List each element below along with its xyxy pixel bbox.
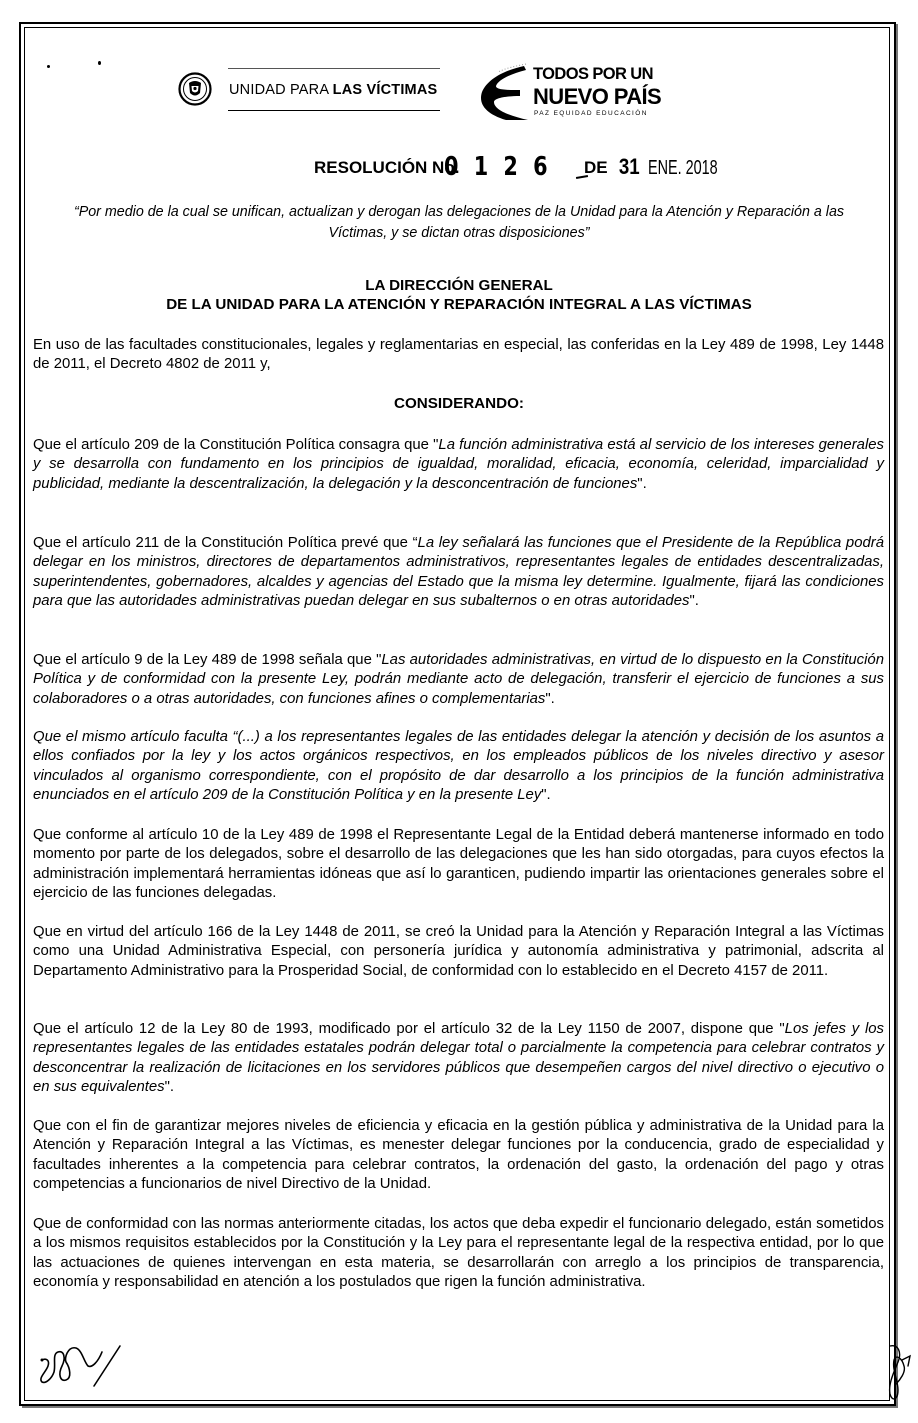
considerando-paragraph: Que el mismo artículo faculta “(...) a los representantes legales de las entidades delegar la atención y decisión de los asuntos a ellos confiados por la ley y los actos orgánicos respectivos, en los empleados públicos de los niveles directivo y asesor vinculados al organismo correspondiente, con el propósito de dar desarrollo a los principios de la función administrativa enunciados en el artículo 209 de la Constitución Política y en la presente Ley". <box>33 729 884 804</box>
handwritten-signature-icon <box>882 1340 916 1410</box>
logo-unidad-victimas <box>178 64 440 114</box>
considerando-paragraph: Que el artículo 12 de la Ley 80 de 1993, modificado por el artículo 32 de la Ley 1150 de 2007, dispone que "Los jefes y los representantes legales de las entidades estatales podrán delegar total o parcialmente la competencia para celebrar contratos y desconcentrar la realización de licitaciones en los servidores públicos que desempeñen cargos del nivel directivo o ejecutivo o en sus equivalentes". <box>33 1021 884 1096</box>
logo-rule-top <box>228 68 440 69</box>
scan-speck <box>47 65 50 68</box>
scan-speck <box>98 61 101 65</box>
authority-heading-line1: LA DIRECCIÓN GENERAL <box>365 277 553 294</box>
nuevo-pais-brushstroke-icon <box>476 62 532 122</box>
logo-unidad-text: UNIDAD PARA LAS VÍCTIMAS <box>229 82 438 98</box>
considerando-paragraph: Que en virtud del artículo 166 de la Ley 1448 de 2011, se creó la Unidad para la Atención y Reparación Integral a las Víctimas como una Unidad Administrativa Especial, con personería jurídica y autonomía administrativa y patrimonial, adscrita al Departamento Administrativo para la Prosperidad Social, de conformidad con lo establecido en el Decreto 4157 de 2011. <box>33 924 884 979</box>
logo-rule-bottom <box>228 110 440 111</box>
handwritten-initials-icon <box>28 1338 148 1398</box>
resolution-month-year: ENE. 2018 <box>647 157 718 179</box>
considerando-paragraph: Que el artículo 209 de la Constitución Política consagra que "La función administrativa está al servicio de los intereses generales y se desarrolla con fundamento en los principios de igualdad, moralidad, eficacia, economía, celeridad, imparcialidad y publicidad, mediante la descentralización, la delegación y la desconcentración de funciones". <box>33 437 884 492</box>
considerando-paragraph: Que de conformidad con las normas anteriormente citadas, los actos que deba expedir el funcionario delegado, están sometidos a los mismos requisitos establecidos por la Constitución y la Ley para el representante legal de la respectiva entidad, por lo que las actuaciones de quienes intervengan en esta materia, se desarrollarán con arreglo a los principios de transparencia, economía y responsabilidad en atención a los postulados que rigen la función administrativa. <box>33 1216 884 1291</box>
resolution-date <box>617 154 745 180</box>
considerando-paragraph: Que el artículo 9 de la Ley 489 de 1998 señala que "Las autoridades administrativas, en virtud de lo dispuesto en la Constitución Política y de conformidad con la presente Ley, podrán mediante acto de delegación, transferir el ejercicio de funciones a sus colaboradores o a otras autoridades, con funciones afines o complementarias". <box>33 652 884 707</box>
considerando-paragraph: Que conforme al artículo 10 de la Ley 489 de 1998 el Representante Legal de la Entidad deberá mantenerse informado en todo momento por parte de los delegados, sobre el desarrollo de las delegaciones que les han sido otorgadas, para cuyos efectos la administración implementará herramientas idóneas que así lo garanticen, pudiendo impartir las orientaciones generales sobre el ejercicio de las funciones delegadas. <box>33 827 884 902</box>
considerando-paragraph: Que con el fin de garantizar mejores niveles de eficiencia y eficacia en la gestión pública y administrativa de la Unidad para la Atención y Reparación Integral a las Víctimas, es menester delegar funciones por la conducencia, grado de especialidad y facultades inherentes a la competencia para celebrar contratos, la ordenación del gasto, la ordenación del pago y otras competencias a funcionarios de nivel Directivo de la Unidad. <box>33 1118 884 1193</box>
frame-shadow-bottom <box>22 1406 898 1408</box>
considerando-heading: CONSIDERANDO: <box>394 395 524 412</box>
resolution-day: 31 <box>618 154 640 179</box>
authority-heading-line2: DE LA UNIDAD PARA LA ATENCIÓN Y REPARACIÓN INTEGRAL A LAS VÍCTIMAS <box>166 296 752 313</box>
preamble-paragraph: En uso de las facultades constitucionales, legales y reglamentarias en especial, las conferidas en la Ley 489 de 1998, Ley 1448 de 2011, el Decreto 4802 de 2011 y, <box>33 337 884 373</box>
frame-shadow-right <box>896 24 898 1408</box>
resolution-de: DE <box>584 158 608 177</box>
resolution-number: 0 1 2 6 <box>444 152 552 182</box>
colombia-coat-of-arms-icon <box>178 72 212 106</box>
resolution-label: RESOLUCIÓN No. <box>314 158 460 177</box>
considerando-paragraph: Que el artículo 211 de la Constitución Política prevé que “La ley señalará las funciones que el Presidente de la República podrá delegar en los ministros, directores de departamentos administrativos, representantes legales de entidades descentralizadas, superintendentes, gobernadores, alcaldes y agencias del Estado que la misma ley determine. Igualmente, fijará las condiciones para que las autoridades administrativas puedan delegar en sus subalternos o en otras autoridades". <box>33 535 885 610</box>
resolution-subject: “Por medio de la cual se unifican, actualizan y derogan las delegaciones de la Unidad para la Atención y Reparación a las Víctimas, y se dictan otras disposiciones” <box>73 203 845 241</box>
logo-todos-por-un-nuevo-pais: TODOS POR UN NUEVO PAÍS PAZ EQUIDAD EDUCACIÓN <box>476 62 666 124</box>
